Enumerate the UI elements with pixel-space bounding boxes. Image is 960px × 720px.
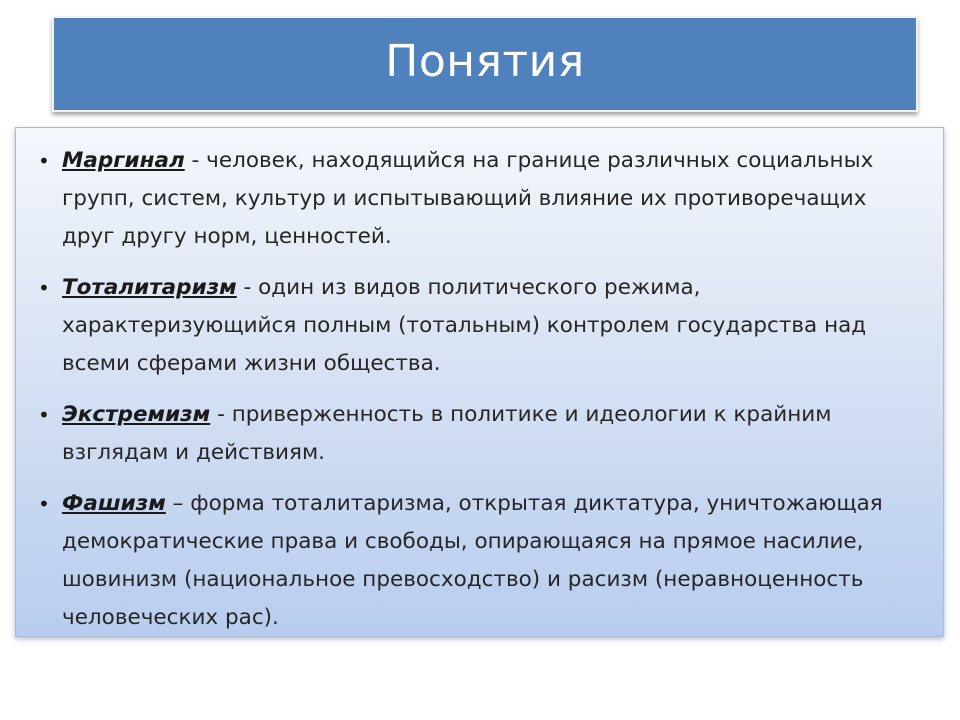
concept-separator: -: [184, 148, 207, 173]
concept-term: Экстремизм: [62, 402, 211, 427]
concept-item-extremism: [38, 396, 923, 472]
slide-title: Понятия: [385, 35, 585, 87]
concept-separator: –: [165, 491, 191, 516]
concept-item-totalitarianism: [38, 269, 923, 383]
concept-definition: человек, находящийся на границе различных социальных групп, систем, культур и испытывающий влияние их противоречащих друг другу норм, ценностей.: [62, 148, 874, 249]
concept-definition: один из видов политического режима, характеризующийся полным (тотальным) контролем государства над всеми сферами жизни общества.: [62, 275, 867, 376]
concept-term: Маргинал: [62, 148, 185, 173]
concept-definition: приверженность в политике и идеологии к крайним взглядам и действиям.: [62, 402, 832, 465]
content-box: [15, 127, 944, 637]
concept-item-marginal: [38, 142, 923, 256]
bullet-icon: •: [38, 149, 50, 173]
concept-separator: -: [210, 402, 232, 427]
concept-term: Фашизм: [62, 491, 166, 516]
bullet-icon: •: [38, 403, 50, 427]
concept-separator: -: [236, 275, 259, 300]
concept-list: [38, 142, 923, 637]
title-banner: [52, 16, 918, 112]
bullet-icon: •: [38, 276, 50, 300]
concept-item-fascism: [38, 485, 923, 637]
concept-definition: форма тоталитаризма, открытая диктатура, уничтожающая демократические права и свободы, опирающаяся на прямое насилие, шовинизм (национальное превосходство) и расизм (неравноценность человеческих рас).: [62, 491, 883, 630]
bullet-icon: •: [38, 492, 50, 516]
concept-term: Тоталитаризм: [62, 275, 237, 300]
